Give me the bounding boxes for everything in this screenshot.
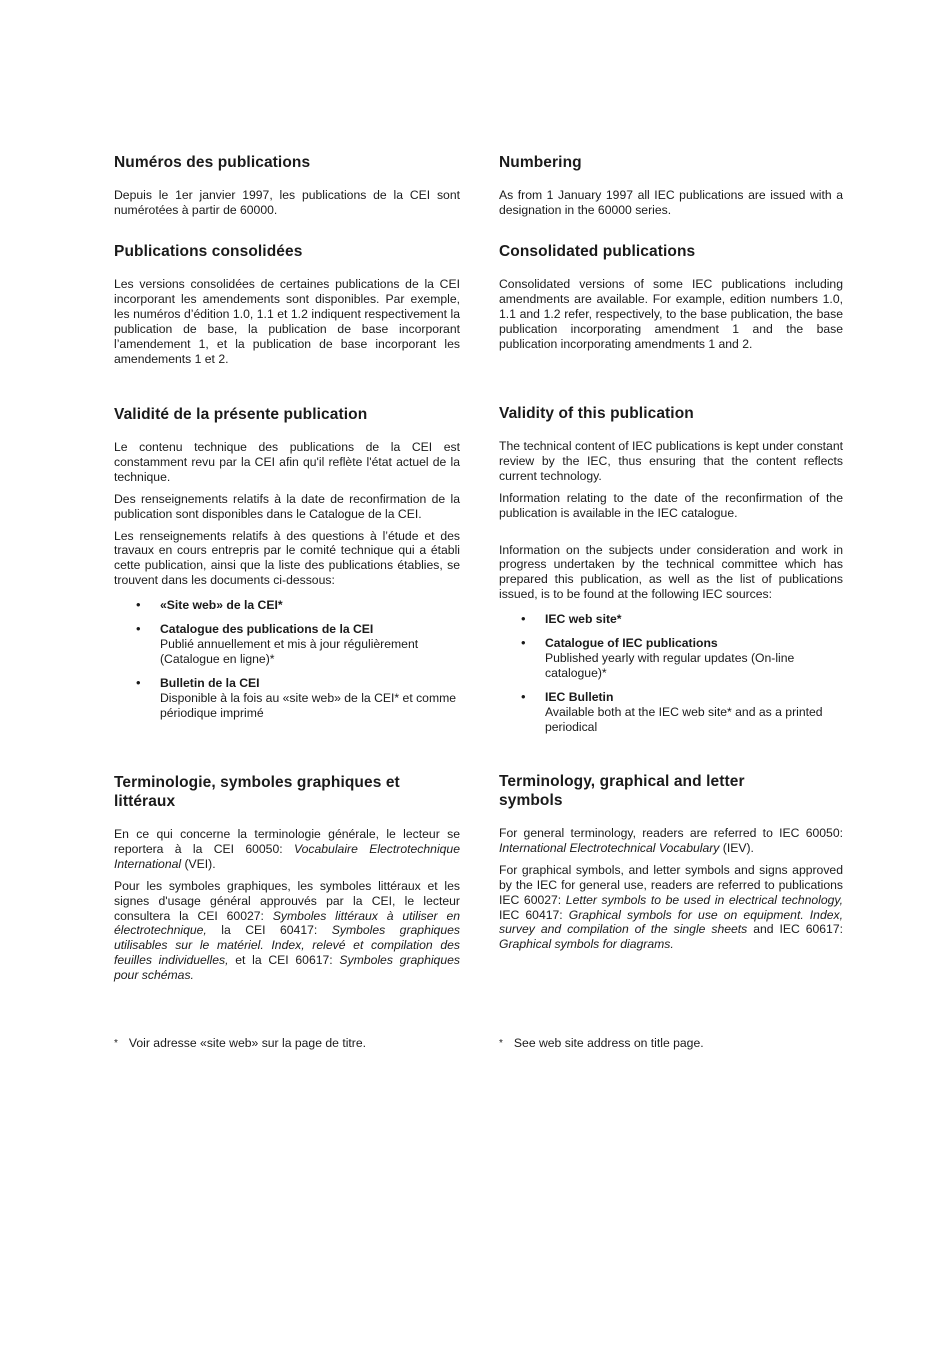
fr-source-desc: Publié annuellement et mis à jour régulièrement (Catalogue en ligne)* (160, 636, 419, 666)
en-validity-p3: Information on the subjects under consideration and work in progress undertaken by the technical committee which has prepared this publication, as well as the list of publications issued, is to be found at the following IEC sources: (499, 542, 843, 602)
list-item (499, 690, 843, 735)
en-validity-heading: Validity of this publication (499, 405, 694, 422)
fr-footnote: * Voir adresse «site web» sur la page de titre. (114, 1036, 367, 1050)
fr-numbering-text: Depuis le 1er janvier 1997, les publications de la CEI sont numérotées à partir de 60000. (114, 188, 460, 217)
en-validity-section (499, 404, 843, 744)
fr-validity-section (114, 405, 460, 730)
fr-terminology-p2: Pour les symboles graphiques, les symboles littéraux et les signes d'usage général approuvés par la CEI, le lecteur consultera la CEI 60027: Symboles littéraux à utiliser en électrotechnique, la CEI 60417: Symboles graphiques utilisables sur le matériel. Index, relevé et compilation des feuilles individuelles, et la CEI 60617: Symboles graphiques pour schémas. (114, 878, 461, 983)
en-validity-p2: Information relating to the date of the reconfirmation of the publication is available in the IEC catalogue. (499, 490, 843, 520)
fr-terminology-p1: En ce qui concerne la terminologie générale, le lecteur se reportera à la CEI 60050: Vocabulaire Electrotechnique International (VEI). (114, 827, 460, 871)
en-terminology-section (499, 772, 843, 952)
en-numbering-text: As from 1 January 1997 all IEC publications are issued with a designation in the 60000 series. (499, 188, 843, 217)
en-consolidated-section (499, 242, 843, 352)
fr-consolidated-heading: Publications consolidées (114, 243, 303, 260)
en-terminology-heading: Terminology, graphical and letter symbols (499, 773, 745, 809)
en-validity-p1: The technical content of IEC publications is kept under constant review by the IEC, thus ensuring that the content reflects current technology. (499, 439, 843, 483)
list-item (114, 622, 460, 667)
en-numbering-heading: Numbering (499, 154, 582, 171)
en-terminology-p1: For general terminology, readers are referred to IEC 60050: International Electrotechnical Vocabulary (IEV). (499, 826, 843, 855)
list-item (114, 598, 460, 613)
list-item (499, 612, 843, 627)
fr-validity-heading: Validité de la présente publication (114, 406, 368, 423)
en-consolidated-text: Consolidated versions of some IEC publications including amendments are available. For example, edition numbers 1.0, 1.1 and 1.2 refer, respectively, to the base publication, the base publication incorporating amendment 1 and the base publication incorporating amendments 1 and 2. (499, 277, 843, 351)
fr-numbering-section (114, 153, 460, 218)
en-sources-list (499, 612, 843, 734)
fr-numbering-heading: Numéros des publications (114, 154, 311, 171)
en-terminology-p2: For graphical symbols, and letter symbols and signs approved by the IEC for general use, readers are referred to publications IEC 60027: Letter symbols to be used in electrical technology, IEC 60417: Graphical symbols for use on equipment. Index, survey and compilation of the single sheets and IEC 60617: Graphical symbols for diagrams. (499, 862, 843, 952)
list-item (114, 676, 460, 721)
fr-validity-p3: Les renseignements relatifs à des questions à l’étude et des travaux en cours entrepris par le comité technique qui a établi cette publication, ainsi que la liste des publications établies, se trouvent dans les documents ci-dessous: (114, 528, 460, 588)
fr-source-title: • Bulletin de la CEI (160, 675, 260, 690)
fr-terminology-section (114, 773, 460, 983)
en-source-title: • IEC web site* (545, 612, 622, 627)
fr-sources-list (114, 598, 460, 720)
en-source-desc: Published yearly with regular updates (On-line catalogue)* (545, 650, 795, 680)
en-numbering-section (499, 153, 843, 218)
list-item (499, 636, 843, 681)
fr-source-desc: Disponible à la fois au «site web» de la CEI* et comme périodique imprimé (160, 690, 457, 720)
asterisk-icon: * (114, 1038, 118, 1049)
fr-validity-p1: Le contenu technique des publications de la CEI est constamment revu par la CEI afin qu'il reflète l'état actuel de la technique. (114, 440, 460, 484)
en-source-title: • Catalogue of IEC publications (545, 636, 718, 651)
fr-source-title: • Catalogue des publications de la CEI (160, 622, 374, 637)
en-source-desc: Available both at the IEC web site* and as a printed periodical (545, 704, 823, 734)
fr-validity-p2: Des renseignements relatifs à la date de reconfirmation de la publication sont disponibles dans le Catalogue de la CEI. (114, 491, 460, 521)
en-footnote: * See web site address on title page. (499, 1036, 704, 1050)
en-consolidated-heading: Consolidated publications (499, 243, 696, 260)
fr-terminology-heading: Terminologie, symboles graphiques et littéraux (114, 774, 400, 810)
fr-consolidated-section (114, 242, 460, 366)
en-source-title: • IEC Bulletin (545, 689, 614, 704)
fr-consolidated-text: Les versions consolidées de certaines publications de la CEI incorporant les amendements sont disponibles. Par exemple, les numéros d’édition 1.0, 1.1 et 1.2 indiquent respectivement la publication de base, la publication de base incorporant l’amendement 1, et la publication de base incorporant les amendements 1 et 2. (114, 277, 460, 366)
asterisk-icon: * (499, 1038, 503, 1049)
fr-source-title: • «Site web» de la CEI* (160, 598, 283, 613)
